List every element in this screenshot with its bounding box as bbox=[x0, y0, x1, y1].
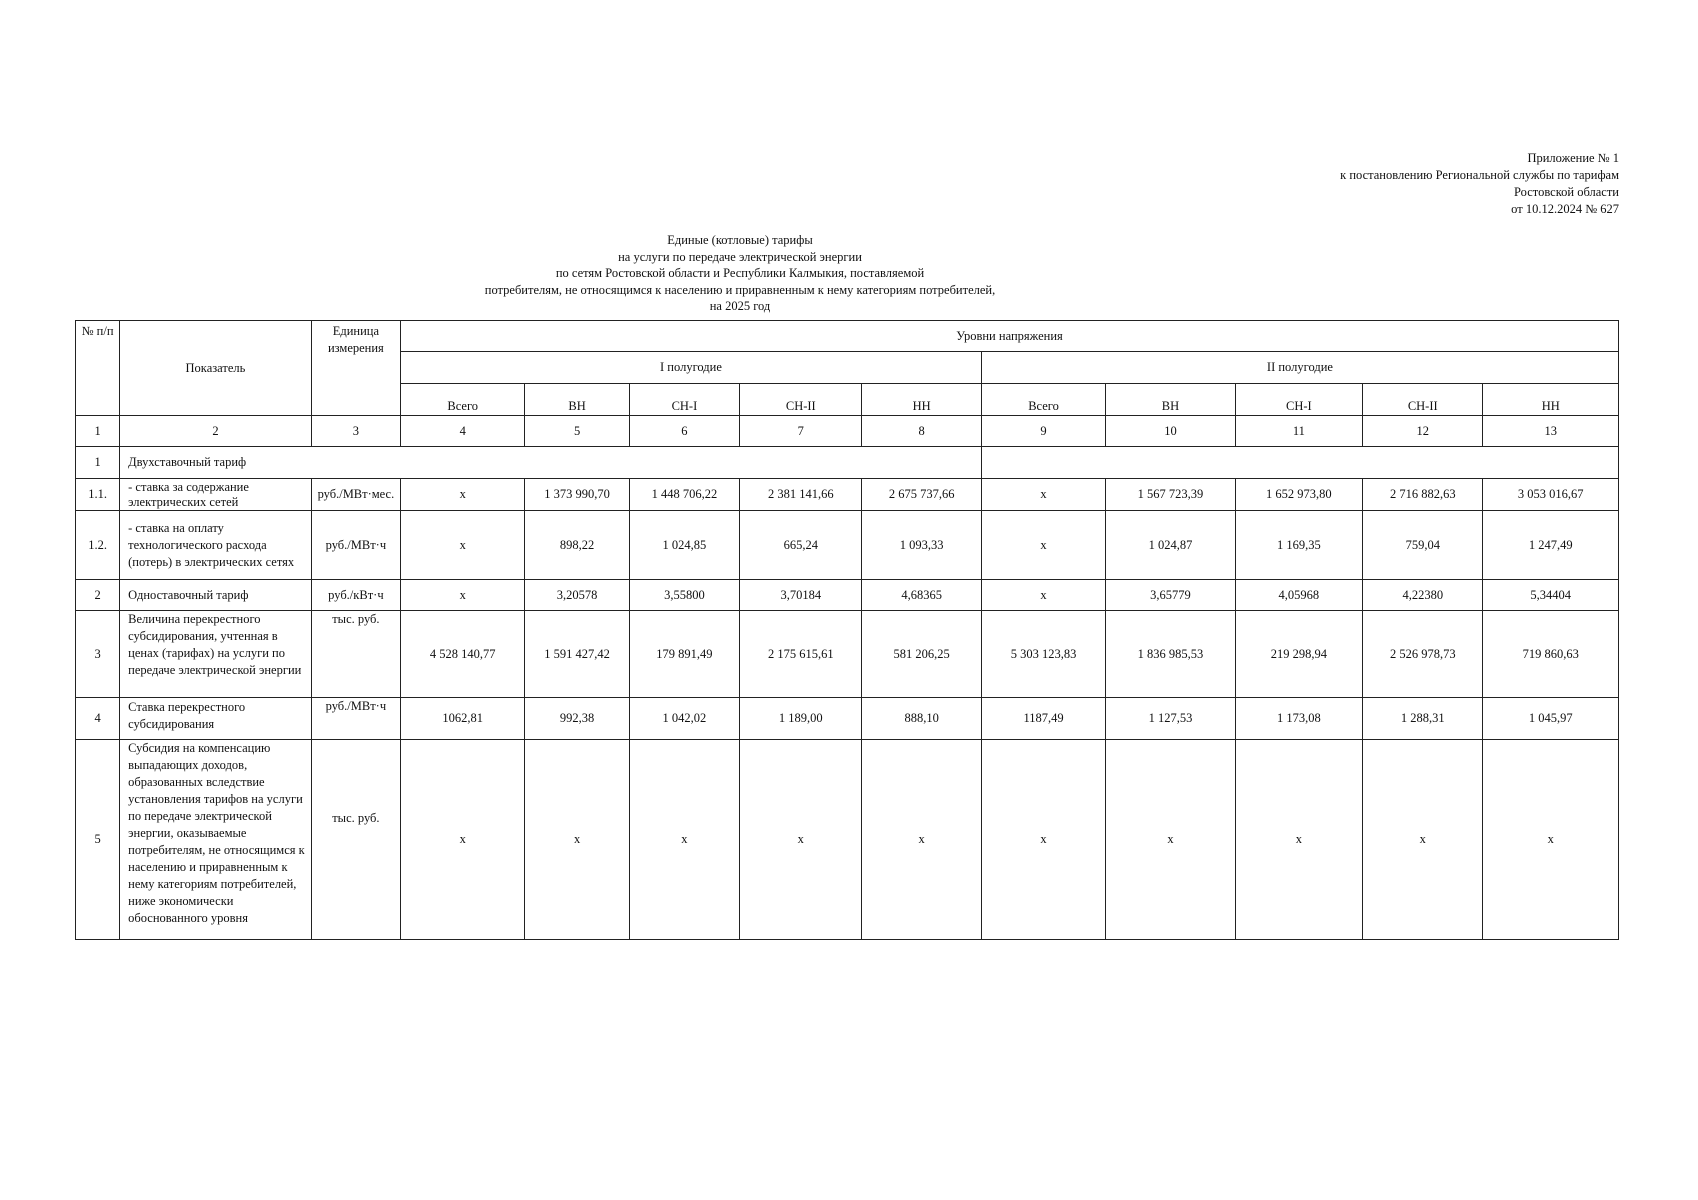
row-indicator bbox=[120, 611, 312, 698]
table-row bbox=[76, 698, 1619, 740]
subheader-cell: НН bbox=[862, 384, 981, 416]
value-cell: 1 247,49 bbox=[1483, 511, 1619, 580]
row-number: 2 bbox=[76, 580, 120, 611]
tariff-table bbox=[75, 320, 1619, 940]
row-indicator-text: Величина перекрестного субсидирования, учтенная в ценах (тарифах) на услуги по передаче электрической энергии bbox=[128, 612, 302, 677]
column-number: 4 bbox=[401, 416, 525, 447]
subheader-cell: Всего bbox=[981, 384, 1105, 416]
appendix-line-1: Приложение № 1 bbox=[1527, 151, 1619, 165]
value-cell: 4,05968 bbox=[1235, 580, 1362, 611]
value-cell: 4,22380 bbox=[1363, 580, 1483, 611]
table-row bbox=[76, 580, 1619, 611]
value-cell: х bbox=[525, 740, 629, 940]
value-cell: 2 716 882,63 bbox=[1363, 479, 1483, 511]
value-cell: 1 373 990,70 bbox=[525, 479, 629, 511]
value-cell: 3,65779 bbox=[1106, 580, 1235, 611]
title-line-4: потребителям, не относящимся к населению и приравненным к нему категориям потребителей, bbox=[484, 282, 996, 297]
value-cell: 1 189,00 bbox=[740, 698, 862, 740]
title-line-2: на услуги по передаче электрической энергии bbox=[618, 249, 862, 264]
column-number: 3 bbox=[311, 416, 400, 447]
row-indicator-text: - ставка за содержание электрических сетей bbox=[128, 479, 249, 509]
row-number: 1 bbox=[76, 447, 120, 479]
value-cell: х bbox=[1235, 740, 1362, 940]
column-number: 5 bbox=[525, 416, 629, 447]
column-number: 7 bbox=[740, 416, 862, 447]
appendix-line-3: Ростовской области bbox=[1514, 185, 1619, 199]
row-indicator-text: Ставка перекрестного субсидирования bbox=[128, 699, 246, 731]
value-cell: 1 024,85 bbox=[629, 511, 739, 580]
subheader-cell: НН bbox=[1483, 384, 1619, 416]
column-number: 8 bbox=[862, 416, 981, 447]
row-unit: руб./МВт·ч bbox=[311, 511, 400, 580]
value-cell: 2 175 615,61 bbox=[740, 611, 862, 698]
empty-cell bbox=[981, 447, 1618, 479]
value-cell: х bbox=[629, 740, 739, 940]
value-cell: х bbox=[981, 479, 1105, 511]
value-cell: 3,55800 bbox=[629, 580, 739, 611]
value-cell: 1 042,02 bbox=[629, 698, 739, 740]
row-number: 3 bbox=[76, 611, 120, 698]
value-cell: х bbox=[401, 580, 525, 611]
value-cell: 179 891,49 bbox=[629, 611, 739, 698]
row-unit: руб./кВт·ч bbox=[311, 580, 400, 611]
value-cell: 3,20578 bbox=[525, 580, 629, 611]
table-row bbox=[76, 479, 1619, 511]
value-cell: 1 836 985,53 bbox=[1106, 611, 1235, 698]
column-number: 13 bbox=[1483, 416, 1619, 447]
value-cell: х bbox=[1363, 740, 1483, 940]
table-row bbox=[76, 447, 1619, 479]
value-cell: 1 127,53 bbox=[1106, 698, 1235, 740]
subheader-cell: СН-I bbox=[629, 384, 739, 416]
value-cell: 1062,81 bbox=[401, 698, 525, 740]
appendix-line-2: к постановлению Региональной службы по тарифам bbox=[1340, 168, 1619, 182]
subheader-cell: СН-I bbox=[1235, 384, 1362, 416]
value-cell: 4,68365 bbox=[862, 580, 981, 611]
column-number: 10 bbox=[1106, 416, 1235, 447]
value-cell: х bbox=[1106, 740, 1235, 940]
column-number-row bbox=[76, 416, 1619, 447]
value-cell: 4 528 140,77 bbox=[401, 611, 525, 698]
subheader-cell: ВН bbox=[1106, 384, 1235, 416]
appendix-reference bbox=[1099, 150, 1619, 218]
table-row bbox=[76, 740, 1619, 940]
subheader-cell: СН-II bbox=[740, 384, 862, 416]
row-indicator-text: Субсидия на компенсацию выпадающих доходов, образованных вследствие установления тарифов на услуги по передаче электрической энергии, оказываемые потребителям, не относящимся к населению и приравненным к нему категориям потребителей, ниже экономически обоснованного уровня bbox=[128, 741, 305, 925]
value-cell: х bbox=[862, 740, 981, 940]
value-cell: 898,22 bbox=[525, 511, 629, 580]
table-row bbox=[76, 611, 1619, 698]
value-cell: 759,04 bbox=[1363, 511, 1483, 580]
value-cell: 2 381 141,66 bbox=[740, 479, 862, 511]
value-cell: х bbox=[401, 511, 525, 580]
header-half-1: I полугодие bbox=[401, 352, 982, 384]
row-unit: руб./МВт·мес. bbox=[311, 479, 400, 511]
row-number: 1.1. bbox=[76, 479, 120, 511]
value-cell: 1187,49 bbox=[981, 698, 1105, 740]
column-number: 6 bbox=[629, 416, 739, 447]
header-unit: Единица измерения bbox=[311, 321, 400, 416]
value-cell: 1 093,33 bbox=[862, 511, 981, 580]
value-cell: 1 169,35 bbox=[1235, 511, 1362, 580]
value-cell: 1 173,08 bbox=[1235, 698, 1362, 740]
value-cell: х bbox=[981, 511, 1105, 580]
row-indicator: Двухставочный тариф bbox=[120, 447, 982, 479]
value-cell: 219 298,94 bbox=[1235, 611, 1362, 698]
value-cell: х bbox=[1483, 740, 1619, 940]
subheader-cell: ВН bbox=[525, 384, 629, 416]
column-number: 2 bbox=[120, 416, 312, 447]
column-number: 1 bbox=[76, 416, 120, 447]
value-cell: 665,24 bbox=[740, 511, 862, 580]
row-number: 1.2. bbox=[76, 511, 120, 580]
title-line-5: на 2025 год bbox=[709, 299, 771, 313]
header-voltage-levels: Уровни напряжения bbox=[401, 321, 1619, 352]
value-cell: 1 024,87 bbox=[1106, 511, 1235, 580]
title-line-3: по сетям Ростовской области и Республики Калмыкия, поставляемой bbox=[555, 266, 925, 280]
value-cell: 1 448 706,22 bbox=[629, 479, 739, 511]
row-number: 5 bbox=[76, 740, 120, 940]
value-cell: 1 288,31 bbox=[1363, 698, 1483, 740]
value-cell: 1 567 723,39 bbox=[1106, 479, 1235, 511]
value-cell: 5,34404 bbox=[1483, 580, 1619, 611]
row-unit: тыс. руб. bbox=[311, 611, 400, 698]
value-cell: 2 526 978,73 bbox=[1363, 611, 1483, 698]
value-cell: х bbox=[981, 740, 1105, 940]
row-unit: тыс. руб. bbox=[311, 740, 400, 940]
row-number: 4 bbox=[76, 698, 120, 740]
value-cell: 3,70184 bbox=[740, 580, 862, 611]
document-title bbox=[340, 232, 1140, 315]
title-line-1: Единые (котловые) тарифы bbox=[667, 233, 813, 247]
row-indicator bbox=[120, 479, 312, 511]
value-cell: 719 860,63 bbox=[1483, 611, 1619, 698]
value-cell: х bbox=[401, 479, 525, 511]
value-cell: 1 652 973,80 bbox=[1235, 479, 1362, 511]
header-row-1 bbox=[76, 321, 1619, 352]
subheader-cell: Всего bbox=[401, 384, 525, 416]
value-cell: 992,38 bbox=[525, 698, 629, 740]
subheader-cell: СН-II bbox=[1363, 384, 1483, 416]
row-indicator: Одноставочный тариф bbox=[120, 580, 312, 611]
row-unit: руб./МВт·ч bbox=[311, 698, 400, 740]
header-half-2: II полугодие bbox=[981, 352, 1618, 384]
table-row bbox=[76, 511, 1619, 580]
value-cell: 1 045,97 bbox=[1483, 698, 1619, 740]
column-number: 11 bbox=[1235, 416, 1362, 447]
value-cell: 1 591 427,42 bbox=[525, 611, 629, 698]
value-cell: х bbox=[740, 740, 862, 940]
value-cell: 2 675 737,66 bbox=[862, 479, 981, 511]
header-number: № п/п bbox=[76, 321, 120, 416]
value-cell: 581 206,25 bbox=[862, 611, 981, 698]
column-number: 9 bbox=[981, 416, 1105, 447]
appendix-line-4: от 10.12.2024 № 627 bbox=[1511, 202, 1619, 216]
value-cell: х bbox=[401, 740, 525, 940]
header-indicator: Показатель bbox=[120, 321, 312, 416]
row-indicator: - ставка на оплату технологического расхода (потерь) в электрических сетях bbox=[120, 511, 312, 580]
value-cell: 5 303 123,83 bbox=[981, 611, 1105, 698]
row-indicator bbox=[120, 698, 312, 740]
value-cell: 888,10 bbox=[862, 698, 981, 740]
value-cell: 3 053 016,67 bbox=[1483, 479, 1619, 511]
row-indicator bbox=[120, 740, 312, 940]
value-cell: х bbox=[981, 580, 1105, 611]
column-number: 12 bbox=[1363, 416, 1483, 447]
